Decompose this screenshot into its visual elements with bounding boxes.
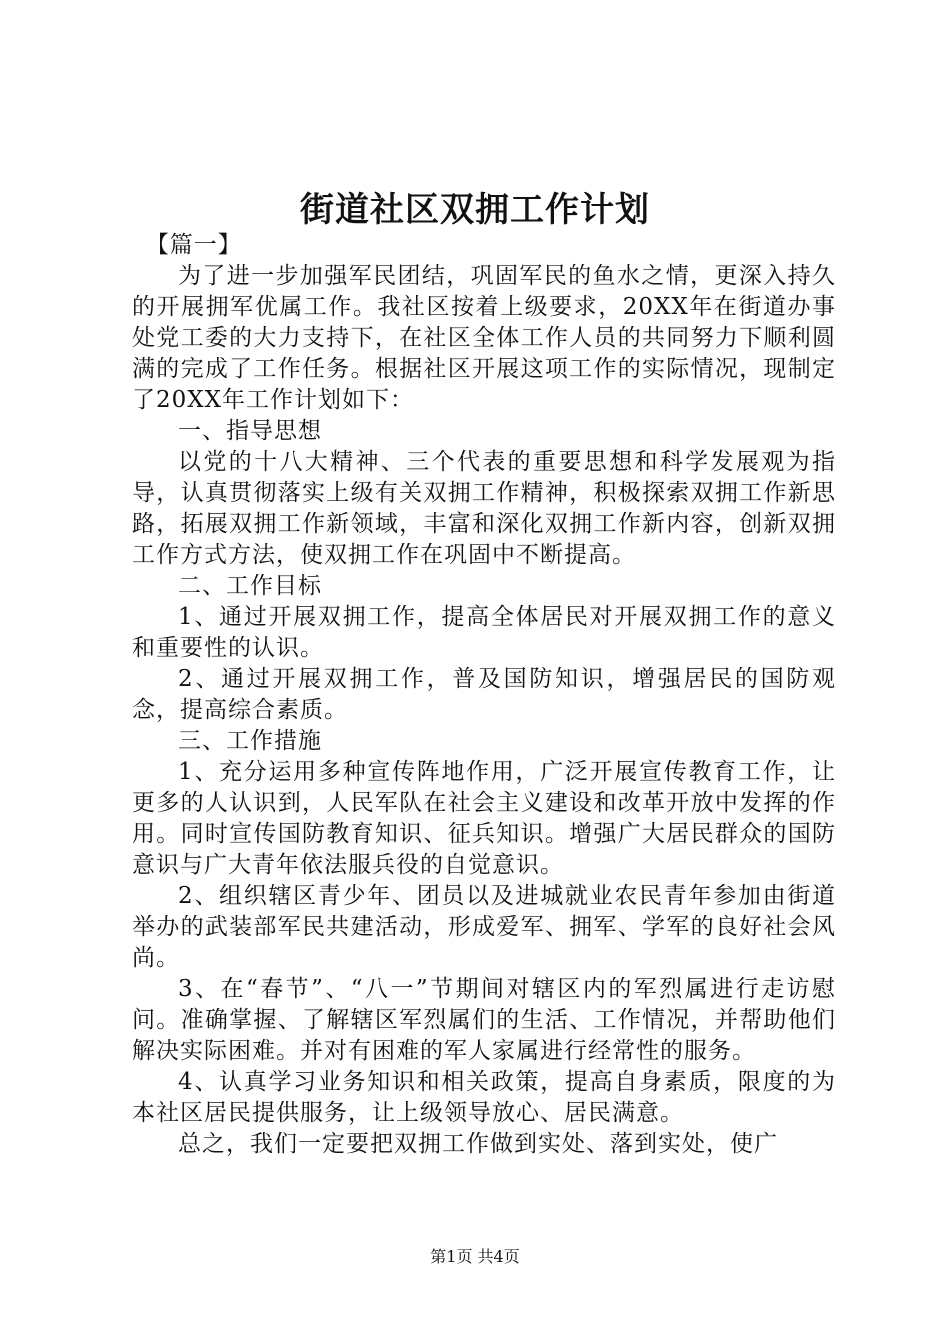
document-body — [132, 230, 836, 1160]
goal-item-1: 1、通过开展双拥工作，提高全体居民对开展双拥工作的意义和重要性的认识。 — [132, 604, 836, 661]
measure-item-1: 1、充分运用多种宣传阵地作用，广泛开展宣传教育工作，让更多的人认识到，人民军队在社会主义建设和改革开放中发挥的作用。同时宣传国防教育知识、征兵知识。增强广大居民群众的国防意识与广大青年依法服兵役的自觉意识。 — [132, 759, 836, 878]
intro-paragraph: 为了进一步加强军民团结，巩固军民的鱼水之情，更深入持久的开展拥军优属工作。我社区按着上级要求，20XX年在街道办事处党工委的大力支持下，在社区全体工作人员的共同努力下顺利圆满的完成了工作任务。根据社区开展这项工作的实际情况，现制定了20XX年工作计划如下： — [132, 263, 836, 413]
section-tag: 【篇一】 — [145, 232, 242, 258]
measure-item-3: 3、在“春节”、“八一”节期间对辖区内的军烈属进行走访慰问。准确掌握、了解辖区军烈属们的生活、工作情况，并帮助他们解决实际困难。并对有困难的军人家属进行经常性的服务。 — [132, 976, 836, 1064]
conclusion-paragraph: 总之，我们一定要把双拥工作做到实处、落到实处，使广 — [178, 1131, 778, 1157]
heading-guiding-ideology: 一、指导思想 — [178, 418, 322, 444]
heading-work-goals: 二、工作目标 — [178, 573, 322, 599]
measure-item-2: 2、组织辖区青少年、团员以及进城就业农民青年参加由街道举办的武装部军民共建活动，形成爱军、拥军、学军的良好社会风尚。 — [132, 883, 836, 971]
goal-item-2: 2、通过开展双拥工作，普及国防知识，增强居民的国防观念，提高综合素质。 — [132, 666, 836, 723]
heading-work-measures: 三、工作措施 — [178, 728, 322, 754]
paragraph-guiding-ideology: 以党的十八大精神、三个代表的重要思想和科学发展观为指导，认真贯彻落实上级有关双拥工作精神，积极探索双拥工作新思路，拓展双拥工作新领域，丰富和深化双拥工作新内容，创新双拥工作方式方法，使双拥工作在巩固中不断提高。 — [132, 449, 836, 568]
document-title: 街道社区双拥工作计划 — [300, 190, 650, 230]
measure-item-4: 4、认真学习业务知识和相关政策，提高自身素质，限度的为本社区居民提供服务，让上级领导放心、居民满意。 — [132, 1069, 836, 1126]
page-footer: 第1页 共4页 — [430, 1247, 520, 1266]
